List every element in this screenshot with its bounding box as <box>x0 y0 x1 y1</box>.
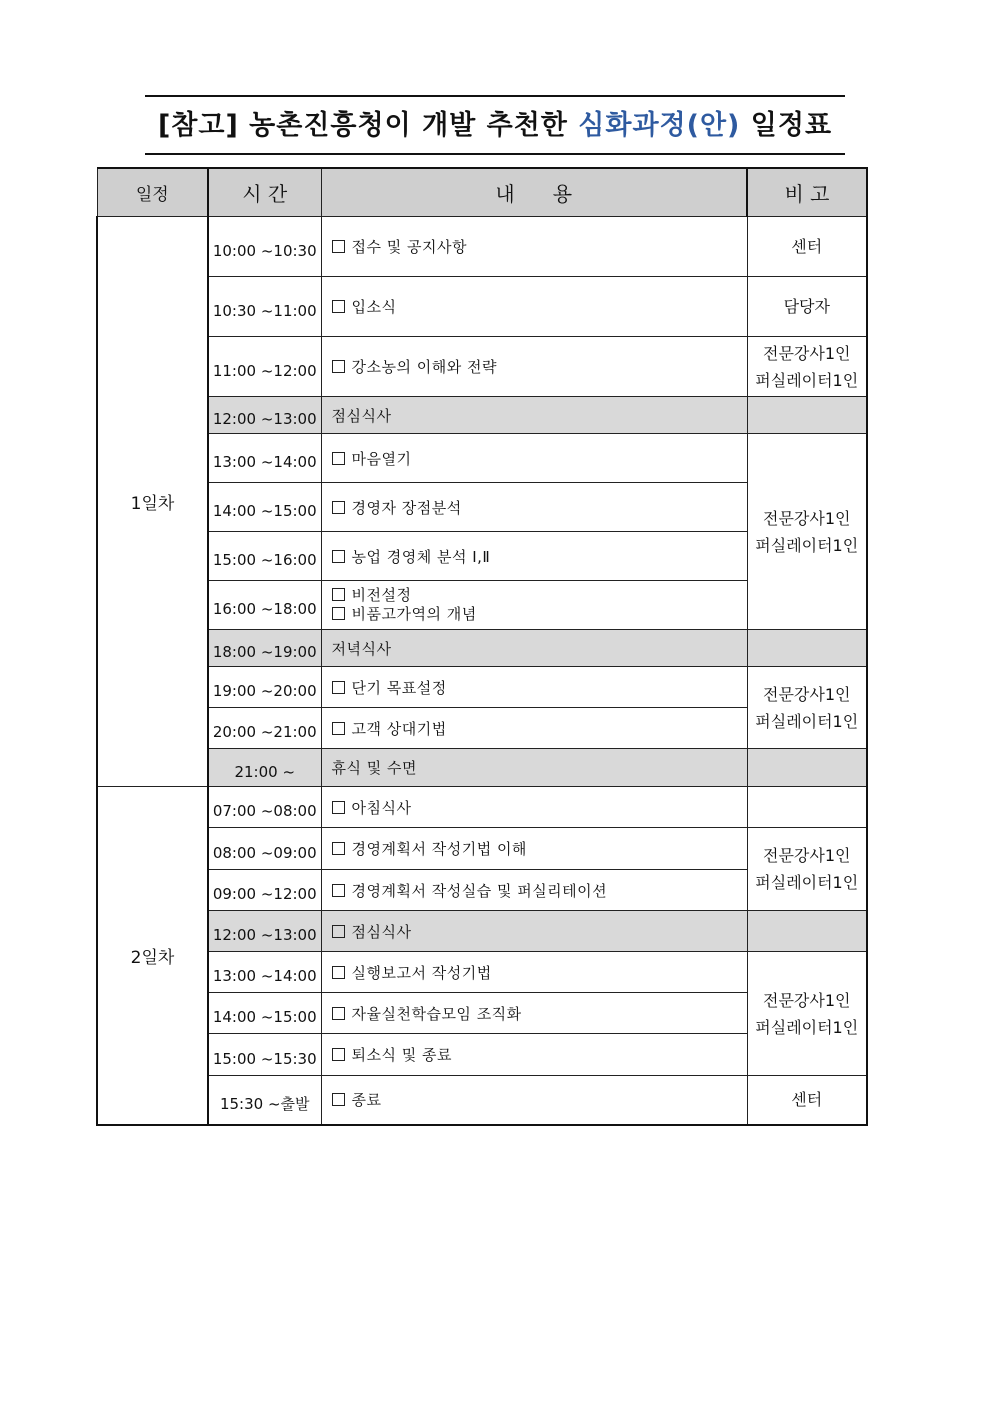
note-line: 전문강사1인 <box>763 684 851 704</box>
note-cell <box>747 911 867 952</box>
title-bottom-rule <box>145 153 845 155</box>
time-cell: 21:00 ~ <box>208 749 321 787</box>
table-row <box>97 749 867 787</box>
time-cell: 07:00 ~08:00 <box>208 787 321 828</box>
content-text: 종료 <box>351 1091 382 1110</box>
schedule-body <box>97 217 867 1125</box>
note-line: 센터 <box>791 1090 823 1110</box>
time-cell: 20:00 ~21:00 <box>208 708 321 749</box>
note-cell <box>747 337 867 397</box>
note-cell <box>747 397 867 434</box>
content-text: 고객 상대기법 <box>351 719 447 738</box>
note-cell <box>747 434 867 630</box>
content-item <box>332 838 747 859</box>
content-text: 경영자 장점분석 <box>351 498 462 517</box>
table-row <box>97 952 867 993</box>
content-cell <box>321 952 747 993</box>
note-line: 퍼실레이터1인 <box>755 1017 859 1037</box>
note-line: 전문강사1인 <box>763 990 851 1010</box>
content-text: 아침식사 <box>351 798 412 817</box>
time-cell: 10:30 ~11:00 <box>208 277 321 337</box>
content-cell <box>321 483 747 532</box>
table-row <box>97 630 867 667</box>
note-line: 퍼실레이터1인 <box>755 370 859 390</box>
content-cell <box>321 1076 747 1125</box>
table-row <box>97 787 867 828</box>
title-highlight: 심화과정(안) <box>578 110 741 141</box>
content-item <box>332 718 747 739</box>
schedule-table <box>96 167 868 1126</box>
content-text: 입소식 <box>351 298 397 316</box>
content-text: 접수 및 공지사항 <box>351 238 467 256</box>
note-line: 전문강사1인 <box>763 343 851 363</box>
content-cell <box>321 911 747 952</box>
content-item <box>332 1044 747 1065</box>
checkbox-icon <box>332 1093 345 1106</box>
time-cell: 08:00 ~09:00 <box>208 828 321 870</box>
time-cell: 13:00 ~14:00 <box>208 434 321 483</box>
content-text: 농업 경영체 분석 Ⅰ,Ⅱ <box>351 547 491 566</box>
content-text: 마음열기 <box>351 449 412 468</box>
checkbox-icon <box>332 607 345 620</box>
table-row <box>97 434 867 483</box>
checkbox-icon <box>332 966 345 979</box>
content-cell: 점심식사 <box>321 397 747 434</box>
checkbox-icon <box>332 801 345 814</box>
header-day: 일정 <box>97 168 208 217</box>
checkbox-icon <box>332 722 345 735</box>
checkbox-icon <box>332 884 345 897</box>
content-cell <box>321 667 747 708</box>
title-top-rule <box>145 95 845 97</box>
checkbox-icon <box>332 1007 345 1020</box>
checkbox-icon <box>332 300 345 313</box>
content-text: 단기 목표설정 <box>351 678 447 697</box>
time-cell: 15:00 ~15:30 <box>208 1034 321 1076</box>
content-cell <box>321 708 747 749</box>
table-row <box>97 277 867 337</box>
content-cell <box>321 993 747 1034</box>
note-cell <box>747 952 867 1076</box>
table-row <box>97 667 867 708</box>
checkbox-icon <box>332 588 345 601</box>
content-cell <box>321 870 747 911</box>
checkbox-icon <box>332 925 345 938</box>
table-row <box>97 1076 867 1125</box>
table-row <box>97 217 867 277</box>
header-note: 비 고 <box>747 168 867 217</box>
note-cell <box>747 749 867 787</box>
checkbox-icon <box>332 452 345 465</box>
content-item <box>332 880 747 901</box>
content-item <box>332 546 747 567</box>
content-item <box>332 677 747 698</box>
note-cell <box>747 828 867 911</box>
title-suffix: 일정표 <box>740 110 833 141</box>
content-cell: 휴식 및 수면 <box>321 749 747 787</box>
time-cell: 11:00 ~12:00 <box>208 337 321 397</box>
day-label: 2일차 <box>97 787 208 1125</box>
note-line: 담당자 <box>783 297 830 316</box>
note-line: 전문강사1인 <box>763 846 851 865</box>
time-cell: 12:00 ~13:00 <box>208 911 321 952</box>
content-item <box>332 497 747 518</box>
content-text: 강소농의 이해와 전략 <box>351 358 497 376</box>
content-text: 비품고가역의 개념 <box>351 605 477 623</box>
content-cell: 저녁식사 <box>321 630 747 667</box>
header-row <box>97 168 867 217</box>
title-prefix: [참고] 농촌진흥청이 개발 추천한 <box>157 110 579 141</box>
content-text: 퇴소식 및 종료 <box>351 1046 452 1064</box>
content-cell <box>321 581 747 630</box>
checkbox-icon <box>332 360 345 373</box>
time-cell: 10:00 ~10:30 <box>208 217 321 277</box>
content-cell <box>321 787 747 828</box>
time-cell: 19:00 ~20:00 <box>208 667 321 708</box>
time-cell: 15:00 ~16:00 <box>208 532 321 581</box>
content-cell <box>321 277 747 337</box>
note-cell <box>747 1076 867 1125</box>
note-line: 전문강사1인 <box>763 508 851 528</box>
time-cell: 14:00 ~15:00 <box>208 483 321 532</box>
note-line: 퍼실레이터1인 <box>755 711 859 731</box>
content-cell <box>321 532 747 581</box>
content-item <box>332 586 747 605</box>
time-cell: 12:00 ~13:00 <box>208 397 321 434</box>
time-cell: 16:00 ~18:00 <box>208 581 321 630</box>
note-cell <box>747 787 867 828</box>
time-cell: 15:30 ~출발 <box>208 1076 321 1125</box>
content-item <box>332 296 747 317</box>
content-text: 자율실천학습모임 조직화 <box>351 1004 522 1023</box>
checkbox-icon <box>332 240 345 253</box>
note-cell <box>747 217 867 277</box>
content-item <box>332 236 747 257</box>
content-item <box>332 1089 747 1110</box>
time-cell: 18:00 ~19:00 <box>208 630 321 667</box>
content-cell <box>321 217 747 277</box>
content-item <box>332 448 747 469</box>
time-cell: 09:00 ~12:00 <box>208 870 321 911</box>
day-label: 1일차 <box>97 217 208 787</box>
content-cell <box>321 337 747 397</box>
content-item <box>332 921 747 942</box>
table-row <box>97 397 867 434</box>
content-text: 점심식사 <box>351 922 412 941</box>
content-text: 비전설정 <box>351 586 412 604</box>
note-cell <box>747 630 867 667</box>
table-row <box>97 911 867 952</box>
header-content: 내 용 <box>321 168 747 217</box>
table-row <box>97 828 867 870</box>
content-cell <box>321 828 747 870</box>
page-title <box>145 104 845 148</box>
checkbox-icon <box>332 842 345 855</box>
checkbox-icon <box>332 1048 345 1061</box>
content-text: 경영계획서 작성기법 이해 <box>351 840 527 858</box>
time-cell: 14:00 ~15:00 <box>208 993 321 1034</box>
checkbox-icon <box>332 550 345 563</box>
content-cell <box>321 1034 747 1076</box>
content-text: 경영계획서 작성실습 및 퍼실리테이션 <box>351 881 608 900</box>
checkbox-icon <box>332 681 345 694</box>
note-cell <box>747 667 867 749</box>
checkbox-icon <box>332 501 345 514</box>
header-time: 시 간 <box>208 168 321 217</box>
note-line: 센터 <box>791 237 823 256</box>
table-row <box>97 337 867 397</box>
content-item <box>332 356 747 377</box>
note-line: 퍼실레이터1인 <box>755 873 859 892</box>
content-item <box>332 1003 747 1024</box>
content-cell <box>321 434 747 483</box>
content-item <box>332 962 747 983</box>
content-text: 실행보고서 작성기법 <box>351 963 492 982</box>
note-line: 퍼실레이터1인 <box>755 535 859 555</box>
content-item <box>332 797 747 818</box>
note-cell <box>747 277 867 337</box>
content-item <box>332 605 747 624</box>
time-cell: 13:00 ~14:00 <box>208 952 321 993</box>
